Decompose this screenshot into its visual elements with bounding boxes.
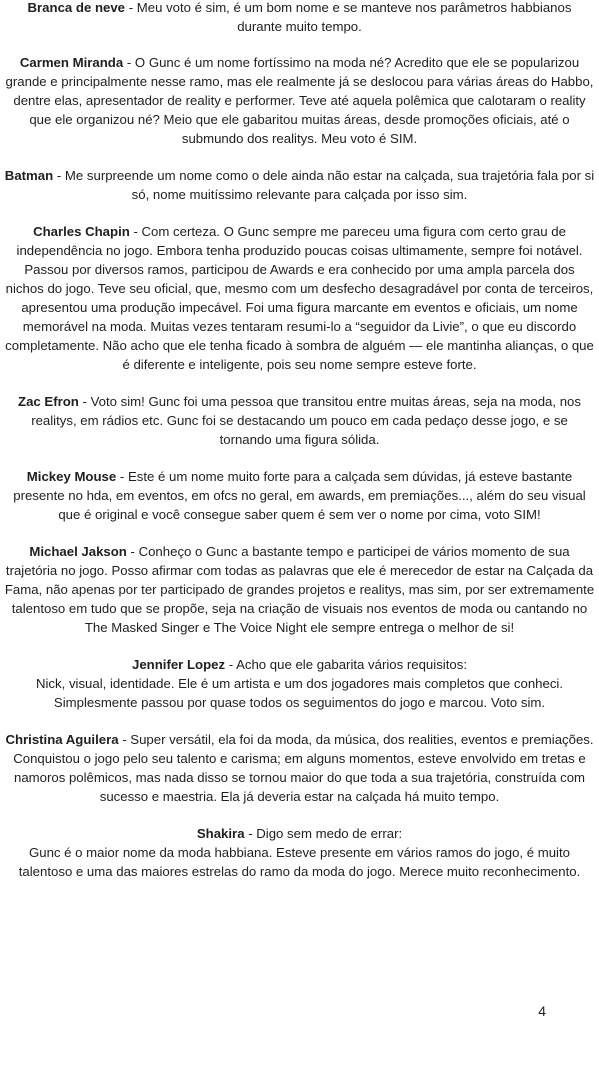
- comment-text: Digo sem medo de errar:: [256, 826, 403, 841]
- comment-text-continued: Gunc é o maior nome da moda habbiana. Esteve presente em vários ramos do jogo, é muito talentoso e uma das maiores estrelas do ramo da moda do jogo. Merece muito reconhecimento.: [18, 845, 581, 879]
- voter-name: Shakira: [196, 826, 245, 841]
- comment-text: Super versátil, ela foi da moda, da música, dos realities, eventos e premiações. Conquistou o jogo pelo seu talento e carisma; em alguns momentos, esteve envolvido em tretas e namoros polêmicos, mas nada disso se tornou maior do que toda a sua trajetória, construída com sucesso e maestria. Ela já deveria estar na calçada há muito tempo.: [13, 732, 594, 804]
- voter-name: Charles Chapin: [33, 224, 130, 239]
- vote-comment: [4, 222, 595, 374]
- voter-name: Zac Efron: [18, 394, 79, 409]
- separator: -: [244, 826, 257, 841]
- vote-comment: [4, 392, 595, 449]
- voter-name: Carmen Miranda: [19, 55, 124, 70]
- comment-text: Este é um nome muito forte para a calçada sem dúvidas, já esteve bastante presente no hda, em eventos, em ofcs no geral, em awards, em premiações..., além do seu visual que é original e você consegue saber quem é sem ver o nome por cima, voto SIM!: [13, 469, 586, 522]
- comment-text: Com certeza. O Gunc sempre me pareceu uma figura com certo grau de independência no jogo. Embora tenha produzido poucas coisas ultimamente, sempre foi notável. Passou por diversos ramos, participou de Awards e era conhecido por uma ampla parcela dos nichos do jogo. Teve seu oficial, que, mesmo com um desfecho desagradável por conta de terceiros, apresentou uma produção impecável. Foi uma figura marcante em eventos e oficiais, um nome memorável na moda. Muitas vezes tentaram resumi-lo a “seguidor da Livie”, o que eu discordo completamente. Não acho que ele tenha ficado à sombra de alguém — ele mantinha alianças, o que é diferente e inteligente, pois seu nome sempre esteve forte.: [5, 224, 594, 372]
- voter-name: Batman: [4, 168, 54, 183]
- vote-comment: [4, 0, 595, 36]
- separator: -: [118, 732, 131, 747]
- comment-text: Acho que ele gabarita vários requisitos:: [236, 657, 467, 672]
- comment-text: Meu voto é sim, é um bom nome e se manteve nos parâmetros habbianos durante muito tempo.: [136, 0, 572, 34]
- vote-comment: [4, 166, 595, 204]
- voter-name: Mickey Mouse: [26, 469, 117, 484]
- comment-text: Voto sim! Gunc foi uma pessoa que transitou entre muitas áreas, seja na moda, nos realitys, em rádios etc. Gunc foi se destacando um pouco em cada pedaço desse jogo, e se tornando uma figura sólida.: [31, 394, 581, 447]
- comment-text-continued: Nick, visual, identidade. Ele é um artista e um dos jogadores mais completos que conheci. Simplesmente passou por quase todos os seguimentos do jogo e marcou. Voto sim.: [35, 676, 564, 710]
- separator: -: [129, 224, 142, 239]
- separator: -: [126, 544, 139, 559]
- comment-text: Conheço o Gunc a bastante tempo e participei de vários momento de sua trajetória no jogo. Posso afirmar com todas as palavras que ele é merecedor de estar na Calçada da Fama, não apenas por ter participado de grandes projetos e realitys, mas sim, por ser extremamente talentoso em tudo que se propõe, seja na criação de visuais nos eventos de moda ou cantando no The Masked Singer e The Voice Night ele sempre entrega o melhor de si!: [4, 544, 595, 635]
- comment-text: Me surpreende um nome como o dele ainda não estar na calçada, sua trajetória fala por si só, nome muitíssimo relevante para calçada por isso sim.: [64, 168, 595, 202]
- voter-name: Christina Aguilera: [5, 732, 119, 747]
- vote-comment: [4, 655, 595, 712]
- separator: -: [125, 0, 137, 15]
- separator: -: [116, 469, 128, 484]
- voter-name: Branca de neve: [27, 0, 126, 15]
- vote-comment: [4, 824, 595, 881]
- page-number: 4: [538, 1003, 546, 1019]
- vote-comment: [4, 542, 595, 637]
- vote-comments-list: [4, 0, 595, 899]
- vote-comment: [4, 467, 595, 524]
- separator: -: [225, 657, 237, 672]
- voter-name: Jennifer Lopez: [132, 657, 226, 672]
- separator: -: [123, 55, 135, 70]
- vote-comment: [4, 730, 595, 806]
- separator: -: [78, 394, 91, 409]
- vote-comment: [4, 53, 595, 148]
- voter-name: Michael Jakson: [29, 544, 127, 559]
- separator: -: [53, 168, 65, 183]
- comment-text: O Gunc é um nome fortíssimo na moda né? Acredito que ele se popularizou grande e principalmente nesse ramo, mas ele realmente já se deslocou para várias áreas do Habbo, dentre elas, apresentador de reality e performer. Teve até aquela polêmica que calotaram o reality que ele organizou né? Meio que ele gabaritou muitas áreas, desde promoções oficiais, até o submundo dos realitys. Meu voto é SIM.: [5, 55, 594, 146]
